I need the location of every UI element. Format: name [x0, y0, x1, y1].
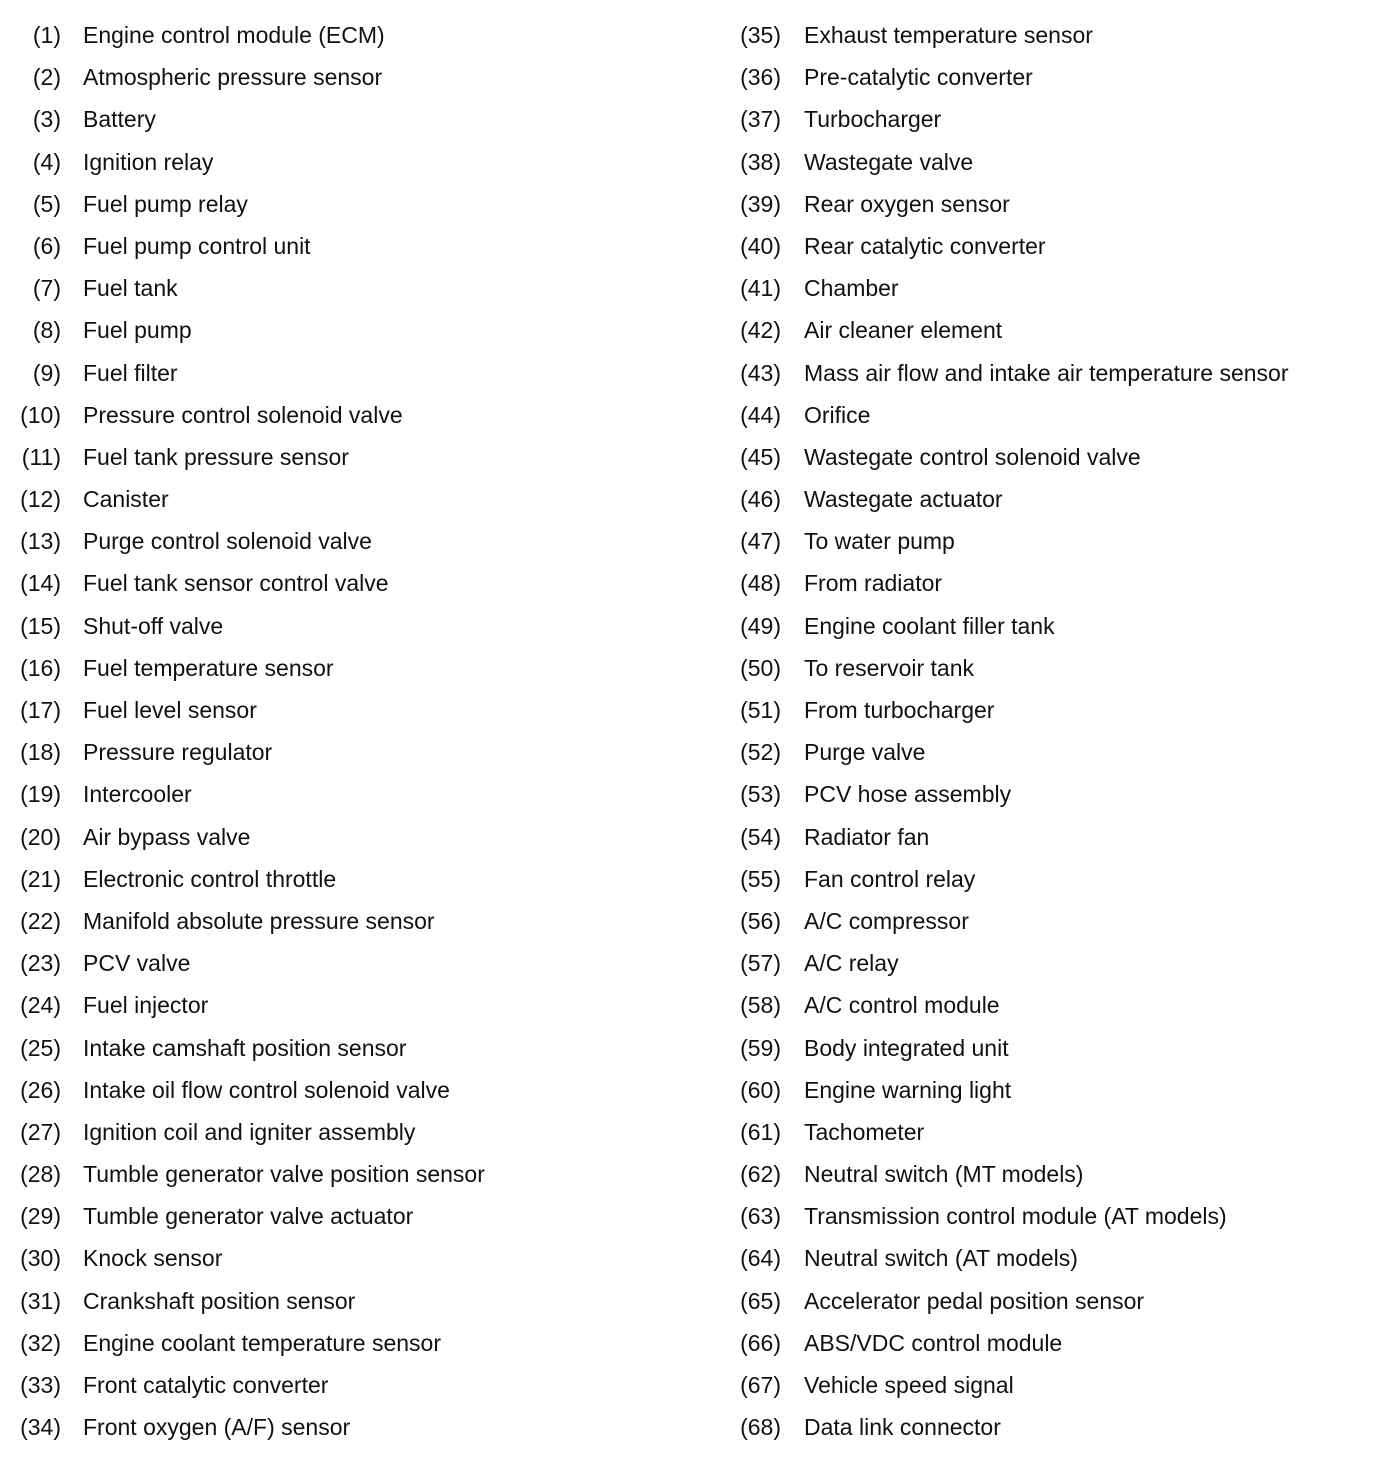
legend-item: [0, 56, 700, 98]
legend-item: [722, 689, 1376, 731]
legend-item-number: (52): [740, 739, 781, 766]
legend-item-number: (39): [740, 190, 781, 217]
legend-item: [722, 605, 1376, 647]
legend-item-label: Mass air flow and intake air temperature sensor: [804, 359, 1289, 386]
legend-item: [722, 520, 1376, 562]
legend-item-number: (64): [740, 1245, 781, 1272]
legend-item-number: (45): [740, 443, 781, 470]
legend-item-label: Exhaust temperature sensor: [804, 22, 1093, 48]
legend-item-label: Manifold absolute pressure sensor: [83, 907, 435, 934]
legend-item-label: Fuel pump control unit: [83, 232, 311, 259]
legend-item-number: (62): [740, 1161, 781, 1188]
legend-item-number: (67): [740, 1372, 781, 1398]
legend-item-number: (3): [32, 106, 61, 133]
legend-item-label: Body integrated unit: [804, 1034, 1009, 1061]
legend-item-label: From radiator: [804, 570, 943, 597]
legend-item-label: Purge valve: [804, 739, 926, 766]
legend-item-number: (55): [740, 865, 781, 892]
legend-item-label: Tumble generator valve position sensor: [83, 1161, 485, 1188]
legend-item-number: (18): [20, 739, 61, 766]
legend-item-number: (27): [20, 1118, 61, 1145]
legend-item-label: From turbocharger: [804, 697, 995, 723]
legend-item-label: Neutral switch (MT models): [804, 1161, 1084, 1188]
legend-item: [722, 267, 1376, 309]
legend-item: [722, 478, 1376, 520]
legend-item-number: (25): [20, 1034, 61, 1061]
legend-item-number: (58): [740, 992, 781, 1019]
legend-item: [722, 773, 1376, 815]
legend-item-number: (2): [32, 64, 61, 91]
legend-item: [722, 141, 1376, 183]
legend-item: [0, 1322, 700, 1364]
legend-item-label: Fuel tank: [83, 275, 178, 302]
legend-item-label: Electronic control throttle: [83, 865, 337, 892]
legend-item-number: (17): [20, 697, 61, 723]
legend-item-label: Pressure control solenoid valve: [83, 401, 403, 428]
legend-item-number: (23): [20, 950, 61, 977]
legend-item-label: A/C relay: [804, 950, 899, 977]
legend-item: [0, 900, 700, 942]
legend-item-number: (19): [20, 781, 61, 808]
legend-item-label: To reservoir tank: [804, 654, 975, 681]
legend-item: [0, 647, 700, 689]
legend-item: [722, 436, 1376, 478]
legend-item: [0, 225, 700, 267]
legend-item-label: Purge control solenoid valve: [83, 528, 372, 555]
legend-item-number: (33): [20, 1372, 61, 1398]
legend-item: [722, 98, 1376, 140]
legend-item-label: Tachometer: [804, 1118, 925, 1145]
legend-item: [0, 1406, 700, 1448]
legend-item-label: Fuel tank sensor control valve: [83, 570, 389, 597]
legend-item: [722, 1027, 1376, 1069]
legend-item-label: Fuel tank pressure sensor: [83, 443, 349, 470]
legend-item-number: (4): [32, 148, 61, 175]
legend-item: [0, 562, 700, 604]
legend-item: [0, 731, 700, 773]
legend-item-label: Knock sensor: [83, 1245, 223, 1272]
legend-item: [0, 1153, 700, 1195]
legend-item-label: Atmospheric pressure sensor: [83, 64, 383, 91]
legend-item: [0, 1195, 700, 1237]
legend-item: [0, 1069, 700, 1111]
legend-item-label: Air cleaner element: [804, 317, 1003, 344]
legend-item-number: (51): [740, 697, 781, 723]
legend-item: [722, 1237, 1376, 1279]
legend-item-number: (57): [740, 950, 781, 977]
legend-item-number: (43): [740, 359, 781, 386]
legend-item-label: Fuel filter: [83, 359, 178, 386]
legend-item-number: (5): [32, 190, 61, 217]
legend-item: [722, 858, 1376, 900]
legend-item: [722, 900, 1376, 942]
legend-item: [0, 1237, 700, 1279]
legend-item-number: (16): [20, 654, 61, 681]
legend-item-number: (49): [740, 612, 781, 639]
legend-item-number: (14): [20, 570, 61, 597]
legend-item-number: (1): [32, 22, 61, 48]
legend-item: [0, 141, 700, 183]
legend-item: [0, 942, 700, 984]
legend-item-number: (42): [740, 317, 781, 344]
legend-item-number: (29): [20, 1203, 61, 1230]
legend-item-number: (65): [740, 1287, 781, 1314]
legend-item: [0, 267, 700, 309]
legend-item-label: Battery: [83, 106, 156, 133]
legend-item-number: (68): [740, 1414, 781, 1441]
legend-item: [0, 1364, 700, 1406]
legend-item-label: PCV valve: [83, 950, 191, 977]
legend-item-label: PCV hose assembly: [804, 781, 1012, 808]
legend-column-left: [0, 14, 700, 1448]
legend-item-label: Chamber: [804, 275, 899, 302]
legend-item: [722, 1153, 1376, 1195]
legend-item-label: Air bypass valve: [83, 823, 251, 850]
legend-item: [0, 352, 700, 394]
legend-item-label: Vehicle speed signal: [804, 1372, 1014, 1398]
legend-item: [722, 562, 1376, 604]
legend-item: [722, 225, 1376, 267]
legend-item-label: Pressure regulator: [83, 739, 273, 766]
legend-item-number: (53): [740, 781, 781, 808]
legend-item-label: Rear oxygen sensor: [804, 190, 1010, 217]
legend-item: [0, 394, 700, 436]
legend-item: [0, 605, 700, 647]
legend-item-number: (7): [32, 275, 61, 302]
legend-item-number: (9): [32, 359, 61, 386]
legend-item-number: (26): [20, 1076, 61, 1103]
legend-item-label: Intake oil flow control solenoid valve: [83, 1076, 450, 1103]
legend-item-label: Radiator fan: [804, 823, 930, 850]
legend-item-label: Orifice: [804, 401, 871, 428]
legend-item-label: Accelerator pedal position sensor: [804, 1287, 1145, 1314]
legend-item-label: Fuel pump: [83, 317, 192, 344]
legend-item-number: (44): [740, 401, 781, 428]
legend-item-label: Transmission control module (AT models): [804, 1203, 1227, 1230]
legend-item-label: Intercooler: [83, 781, 192, 808]
legend-item-number: (28): [20, 1161, 61, 1188]
legend-item-number: (20): [20, 823, 61, 850]
legend-item-label: Engine coolant temperature sensor: [83, 1329, 441, 1356]
legend-item-number: (30): [20, 1245, 61, 1272]
legend-item-label: Front catalytic converter: [83, 1372, 329, 1398]
component-legend: [0, 14, 1376, 1464]
legend-item: [722, 309, 1376, 351]
legend-column-right: [722, 14, 1376, 1448]
legend-item: [722, 1195, 1376, 1237]
legend-item-number: (32): [20, 1329, 61, 1356]
legend-item-label: Neutral switch (AT models): [804, 1245, 1078, 1272]
legend-item: [722, 14, 1376, 56]
legend-item-number: (12): [20, 486, 61, 513]
legend-item: [722, 56, 1376, 98]
legend-item-number: (56): [740, 907, 781, 934]
legend-item-number: (31): [20, 1287, 61, 1314]
legend-item-number: (50): [740, 654, 781, 681]
legend-item-number: (8): [32, 317, 61, 344]
legend-item-label: Ignition coil and igniter assembly: [83, 1118, 416, 1145]
legend-item-number: (66): [740, 1329, 781, 1356]
legend-item-number: (38): [740, 148, 781, 175]
legend-item-number: (59): [740, 1034, 781, 1061]
legend-item: [0, 309, 700, 351]
legend-item: [722, 1069, 1376, 1111]
legend-item-label: Canister: [83, 486, 169, 513]
legend-item-label: Tumble generator valve actuator: [83, 1203, 414, 1230]
legend-item-label: Engine warning light: [804, 1076, 1012, 1103]
legend-item-label: Fuel level sensor: [83, 697, 257, 723]
legend-item-label: Fan control relay: [804, 865, 976, 892]
legend-item-label: Crankshaft position sensor: [83, 1287, 356, 1314]
legend-item: [0, 773, 700, 815]
legend-item: [722, 1364, 1376, 1406]
legend-item: [722, 1406, 1376, 1448]
legend-item: [722, 352, 1376, 394]
legend-item-label: Data link connector: [804, 1414, 1001, 1441]
legend-item: [0, 984, 700, 1026]
legend-item-number: (63): [740, 1203, 781, 1230]
legend-item-label: Engine coolant filler tank: [804, 612, 1055, 639]
legend-item-number: (40): [740, 232, 781, 259]
legend-item-number: (34): [20, 1414, 61, 1441]
legend-item: [0, 816, 700, 858]
legend-item: [0, 1027, 700, 1069]
legend-item-number: (11): [21, 443, 61, 470]
legend-item-number: (15): [20, 612, 61, 639]
legend-item-label: Wastegate control solenoid valve: [804, 443, 1141, 470]
legend-item: [722, 731, 1376, 773]
legend-item-label: A/C control module: [804, 992, 1000, 1019]
legend-item-number: (47): [740, 528, 781, 555]
legend-item-label: Turbocharger: [804, 106, 942, 133]
legend-item-label: Wastegate valve: [804, 148, 974, 175]
legend-item-number: (13): [20, 528, 61, 555]
legend-item-number: (54): [740, 823, 781, 850]
legend-item: [722, 647, 1376, 689]
legend-item: [722, 183, 1376, 225]
legend-item-number: (21): [20, 865, 61, 892]
legend-item-number: (36): [740, 64, 781, 91]
legend-item: [722, 816, 1376, 858]
legend-item-label: ABS/VDC control module: [804, 1329, 1063, 1356]
legend-item-number: (37): [740, 106, 781, 133]
legend-item-label: Fuel pump relay: [83, 190, 248, 217]
legend-item: [0, 14, 700, 56]
legend-item: [722, 984, 1376, 1026]
legend-item: [0, 520, 700, 562]
legend-item-label: A/C compressor: [804, 907, 969, 934]
legend-item-number: (6): [32, 232, 61, 259]
legend-item-label: Wastegate actuator: [804, 486, 1003, 513]
legend-item-number: (60): [740, 1076, 781, 1103]
legend-item-number: (22): [20, 907, 61, 934]
legend-item-label: To water pump: [804, 528, 955, 555]
legend-item: [0, 98, 700, 140]
legend-item-number: (48): [740, 570, 781, 597]
legend-item-label: Rear catalytic converter: [804, 232, 1046, 259]
legend-item-label: Front oxygen (A/F) sensor: [83, 1414, 351, 1441]
legend-item: [722, 1322, 1376, 1364]
legend-item-number: (24): [20, 992, 61, 1019]
legend-item: [722, 1111, 1376, 1153]
legend-item-label: Ignition relay: [83, 148, 214, 175]
legend-item: [0, 1280, 700, 1322]
legend-item: [0, 689, 700, 731]
legend-item-label: Pre-catalytic converter: [804, 64, 1033, 91]
legend-item: [0, 183, 700, 225]
legend-item-number: (41): [740, 275, 781, 302]
legend-item: [722, 394, 1376, 436]
legend-item-label: Fuel temperature sensor: [83, 654, 334, 681]
legend-item-number: (46): [740, 486, 781, 513]
legend-item-label: Engine control module (ECM): [83, 22, 385, 48]
legend-item-number: (10): [20, 401, 61, 428]
legend-item: [722, 1280, 1376, 1322]
legend-item-label: Fuel injector: [83, 992, 209, 1019]
legend-item-number: (35): [740, 22, 781, 48]
legend-item: [0, 436, 700, 478]
legend-item: [0, 1111, 700, 1153]
legend-item: [0, 858, 700, 900]
legend-item: [0, 478, 700, 520]
legend-item-label: Intake camshaft position sensor: [83, 1034, 407, 1061]
legend-item: [722, 942, 1376, 984]
legend-item-number: (61): [740, 1118, 781, 1145]
legend-item-label: Shut-off valve: [83, 612, 224, 639]
